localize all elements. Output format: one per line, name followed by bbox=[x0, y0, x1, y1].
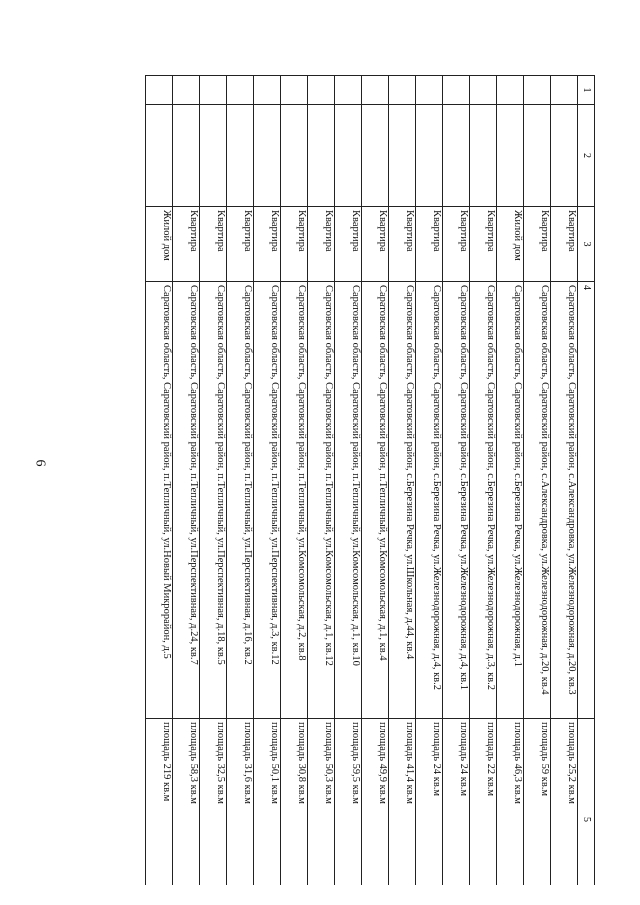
header-col-3: 3 bbox=[578, 207, 595, 282]
cell-address: Саратовская область, Саратовский район, п.Тепличный, ул.Комсомольская, д.1, кв.10 bbox=[335, 282, 362, 719]
cell-blank bbox=[551, 105, 578, 207]
table-row bbox=[443, 76, 470, 886]
cell-area: площадь 46,3 кв.м bbox=[497, 719, 524, 886]
cell-area: площадь 25,2 кв.м bbox=[551, 719, 578, 886]
cell-area: площадь 219 кв.м bbox=[146, 719, 173, 886]
cell-area: площадь 24 кв.м bbox=[416, 719, 443, 886]
cell-blank bbox=[416, 105, 443, 207]
cell-index bbox=[281, 76, 308, 105]
cell-address: Саратовская область, Саратовский район, с.Березина Речка, ул.Железнодорожная, д.3, кв.2 bbox=[470, 282, 497, 719]
cell-blank bbox=[308, 105, 335, 207]
cell-blank bbox=[362, 105, 389, 207]
cell-index bbox=[362, 76, 389, 105]
cell-area: площадь 30,8 кв.м bbox=[281, 719, 308, 886]
cell-area: площадь 50,1 кв.м bbox=[254, 719, 281, 886]
cell-object-type: Квартира bbox=[416, 207, 443, 282]
cell-blank bbox=[470, 105, 497, 207]
table-row bbox=[254, 76, 281, 886]
cell-address: Саратовская область, Саратовский район, с.Александровка, ул.Железнодорожная, д.20, кв.3 bbox=[551, 282, 578, 719]
cell-index bbox=[497, 76, 524, 105]
cell-index bbox=[551, 76, 578, 105]
cell-blank bbox=[146, 105, 173, 207]
cell-address: Саратовская область, Саратовский район, с.Березина Речка, ул.Железнодорожная, д.4, кв.1 bbox=[443, 282, 470, 719]
cell-area: площадь 24 кв.м bbox=[443, 719, 470, 886]
cell-area: площадь 50,3 кв.м bbox=[308, 719, 335, 886]
cell-address: Саратовская область, Саратовский район, п.Тепличный, ул.Перспективная, д.16, кв.2 bbox=[227, 282, 254, 719]
cell-object-type: Квартира bbox=[200, 207, 227, 282]
table-body bbox=[146, 76, 578, 886]
cell-index bbox=[200, 76, 227, 105]
table-row bbox=[497, 76, 524, 886]
cell-address: Саратовская область, Саратовский район, п.Тепличный, ул.Новый Микрорайон, д.5 bbox=[146, 282, 173, 719]
cell-area: площадь 32,5 кв.м bbox=[200, 719, 227, 886]
cell-blank bbox=[200, 105, 227, 207]
header-col-5: 5 bbox=[578, 719, 595, 886]
table-row bbox=[308, 76, 335, 886]
cell-index bbox=[308, 76, 335, 105]
rotated-table-container bbox=[95, 75, 595, 885]
page-number: 6 bbox=[32, 459, 48, 467]
cell-object-type: Квартира bbox=[362, 207, 389, 282]
cell-index bbox=[227, 76, 254, 105]
cell-blank bbox=[254, 105, 281, 207]
cell-object-type: Квартира bbox=[254, 207, 281, 282]
cell-index bbox=[254, 76, 281, 105]
cell-address: Саратовская область, Саратовский район, п.Тепличный, ул.Перспективная, д.18, кв.5 bbox=[200, 282, 227, 719]
header-col-2: 2 bbox=[578, 105, 595, 207]
cell-blank bbox=[281, 105, 308, 207]
cell-area: площадь 41,4 кв.м bbox=[389, 719, 416, 886]
table-row bbox=[362, 76, 389, 886]
cell-area: площадь 59 кв.м bbox=[524, 719, 551, 886]
cell-index bbox=[470, 76, 497, 105]
table-row bbox=[227, 76, 254, 886]
cell-index bbox=[173, 76, 200, 105]
cell-address: Саратовская область, Саратовский район, п.Тепличный, ул.Комсомольская, д.2, кв.8 bbox=[281, 282, 308, 719]
table-row bbox=[416, 76, 443, 886]
cell-address: Саратовская область, Саратовский район, п.Тепличный, ул.Перспективная, д.3, кв.12 bbox=[254, 282, 281, 719]
cell-area: площадь 22 кв.м bbox=[470, 719, 497, 886]
cell-object-type: Квартира bbox=[443, 207, 470, 282]
cell-object-type: Квартира bbox=[173, 207, 200, 282]
cell-object-type: Квартира bbox=[470, 207, 497, 282]
cell-object-type: Квартира bbox=[227, 207, 254, 282]
table-row bbox=[281, 76, 308, 886]
cell-area: площадь 59,5 кв.м bbox=[335, 719, 362, 886]
cell-object-type: Квартира bbox=[389, 207, 416, 282]
cell-object-type: Квартира bbox=[308, 207, 335, 282]
cell-address: Саратовская область, Саратовский район, п.Тепличный, ул.Комсомольская, д.1, кв.12 bbox=[308, 282, 335, 719]
header-col-1: 1 bbox=[578, 76, 595, 105]
cell-area: площадь 49,9 кв.м bbox=[362, 719, 389, 886]
cell-blank bbox=[497, 105, 524, 207]
cell-object-type: Жилой дом bbox=[497, 207, 524, 282]
cell-address: Саратовская область, Саратовский район, с.Березина Речка, ул.Железнодорожная, д.1 bbox=[497, 282, 524, 719]
cell-blank bbox=[389, 105, 416, 207]
cell-index bbox=[389, 76, 416, 105]
cell-address: Саратовская область, Саратовский район, с.Березина Речка, ул.Школьная, д.44, кв.4 bbox=[389, 282, 416, 719]
property-table-frame bbox=[95, 75, 595, 885]
cell-blank bbox=[173, 105, 200, 207]
cell-area: площадь 31,6 кв.м bbox=[227, 719, 254, 886]
cell-object-type: Жилой дом bbox=[146, 207, 173, 282]
cell-index bbox=[416, 76, 443, 105]
cell-blank bbox=[227, 105, 254, 207]
cell-index bbox=[335, 76, 362, 105]
cell-blank bbox=[443, 105, 470, 207]
table-row bbox=[173, 76, 200, 886]
table-row bbox=[146, 76, 173, 886]
cell-area: площадь 58,3 кв.м bbox=[173, 719, 200, 886]
cell-object-type: Квартира bbox=[281, 207, 308, 282]
cell-address: Саратовская область, Саратовский район, с.Березина Речка, ул.Железнодорожная, д.4, кв.2 bbox=[416, 282, 443, 719]
cell-object-type: Квартира bbox=[551, 207, 578, 282]
cell-address: Саратовская область, Саратовский район, п.Тепличный, ул.Комсомольская, д.1, кв.4 bbox=[362, 282, 389, 719]
cell-address: Саратовская область, Саратовский район, с.Александровка, ул.Железнодорожная, д.20, кв.4 bbox=[524, 282, 551, 719]
table-row bbox=[470, 76, 497, 886]
table-row bbox=[524, 76, 551, 886]
cell-object-type: Квартира bbox=[335, 207, 362, 282]
property-table bbox=[145, 75, 595, 885]
table-row bbox=[200, 76, 227, 886]
cell-blank bbox=[335, 105, 362, 207]
table-header-row bbox=[578, 76, 595, 886]
cell-index bbox=[443, 76, 470, 105]
cell-index bbox=[524, 76, 551, 105]
cell-index bbox=[146, 76, 173, 105]
table-row bbox=[389, 76, 416, 886]
table-row bbox=[551, 76, 578, 886]
cell-object-type: Квартира bbox=[524, 207, 551, 282]
cell-address: Саратовская область, Саратовский район, п.Тепличный, ул.Перспективная, д.24, кв.7 bbox=[173, 282, 200, 719]
header-col-4: 4 bbox=[578, 282, 595, 719]
table-row bbox=[335, 76, 362, 886]
cell-blank bbox=[524, 105, 551, 207]
